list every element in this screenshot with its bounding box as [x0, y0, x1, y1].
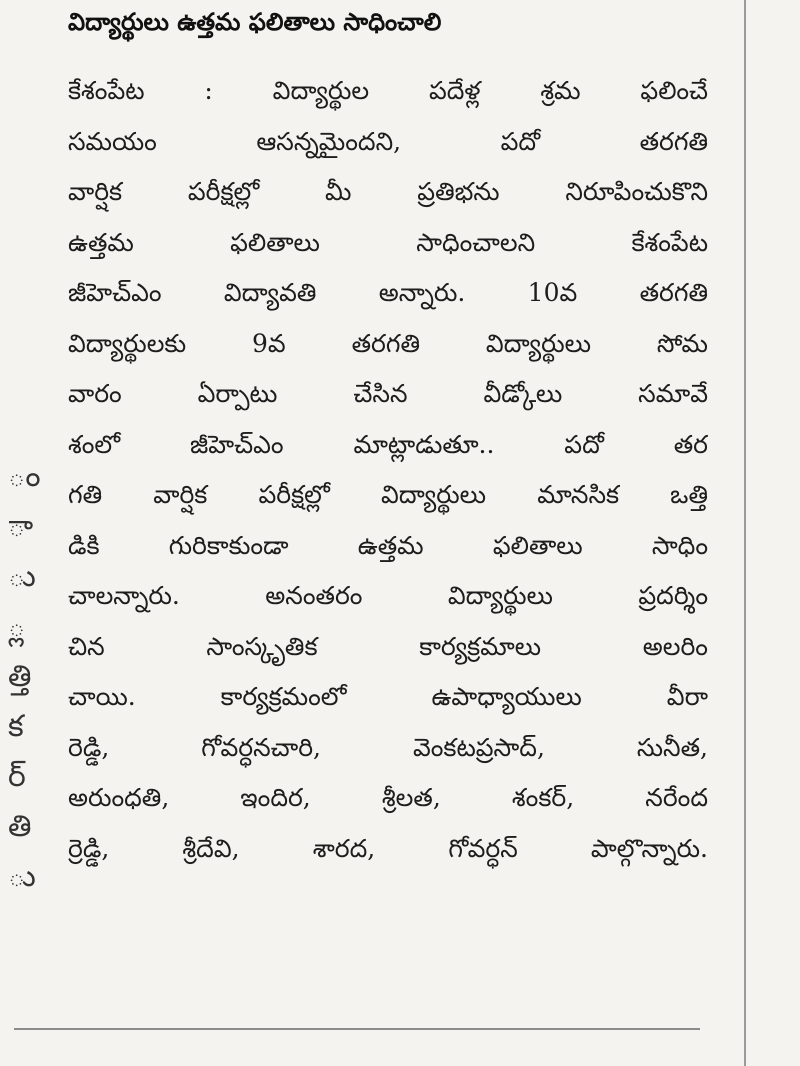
article-line: ర్రెడ్డి, శ్రీదేవి, శారద, గోవర్ధన్ పాల్గొన్నారు. — [68, 833, 708, 863]
article-line: రెడ్డి, గోవర్ధనచారి, వెంకటప్రసాద్, సునీత, — [68, 732, 708, 762]
article-line: కేశంపేట : విద్యార్థుల పదేళ్ల శ్రమ ఫలించే — [68, 76, 708, 105]
left-fragment: ు — [8, 559, 36, 594]
news-article — [68, 0, 708, 1030]
left-fragment: తి — [8, 809, 32, 844]
right-column-edge — [752, 0, 800, 1066]
article-line: శంలో జీహెచ్ఎం మాట్లాడుతూ.. పదో తర — [68, 429, 708, 459]
left-fragment: ా — [8, 509, 34, 544]
left-fragment: ు — [8, 859, 36, 894]
article-line: చిన సాంస్కృతిక కార్యక్రమాలు అలరిం — [68, 631, 708, 661]
article-line: డికి గురికాకుండా ఉత్తమ ఫలితాలు సాధిం — [68, 530, 708, 560]
article-line: చాయి. కార్యక్రమంలో ఉపాధ్యాయులు వీరా — [68, 682, 708, 711]
article-line: ఉత్తమ ఫలితాలు సాధించాలని కేశంపేట — [68, 227, 708, 257]
article-headline: విద్యార్థులు ఉత్తమ ఫలితాలు సాధించాలి — [68, 8, 442, 36]
left-fragment: ం — [8, 459, 41, 494]
bottom-divider — [14, 1028, 700, 1030]
article-line: వారం ఏర్పాటు చేసిన వీడ్కోలు సమావే — [68, 379, 708, 408]
article-line: గతి వార్షిక పరీక్షల్లో విద్యార్థులు మానసిక ఒత్తి — [68, 480, 708, 509]
left-fragment: క — [8, 709, 24, 744]
column-divider — [744, 0, 746, 1066]
article-line: చాలన్నారు. అనంతరం విద్యార్థులు ప్రదర్శిం — [68, 581, 708, 610]
left-fragment: త్తి — [8, 659, 32, 694]
left-fragment: ్ల — [8, 609, 26, 644]
article-body — [68, 66, 708, 874]
article-line: విద్యార్థులకు 9వ తరగతి విద్యార్థులు సోమ — [68, 328, 708, 358]
left-fragment: ర్ — [8, 759, 26, 794]
article-line: వార్షిక పరీక్షల్లో మీ ప్రతిభను నిరూపించుకొని — [68, 177, 708, 206]
article-line: జీహెచ్ఎం విద్యావతి అన్నారు. 10వ తరగతి — [68, 278, 708, 307]
left-column-fragments — [0, 0, 46, 1066]
article-line: అరుంధతి, ఇందిర, శ్రీలత, శంకర్, నరేంద — [68, 783, 708, 812]
article-line: సమయం ఆసన్నమైందని, పదో తరగతి — [68, 126, 708, 156]
